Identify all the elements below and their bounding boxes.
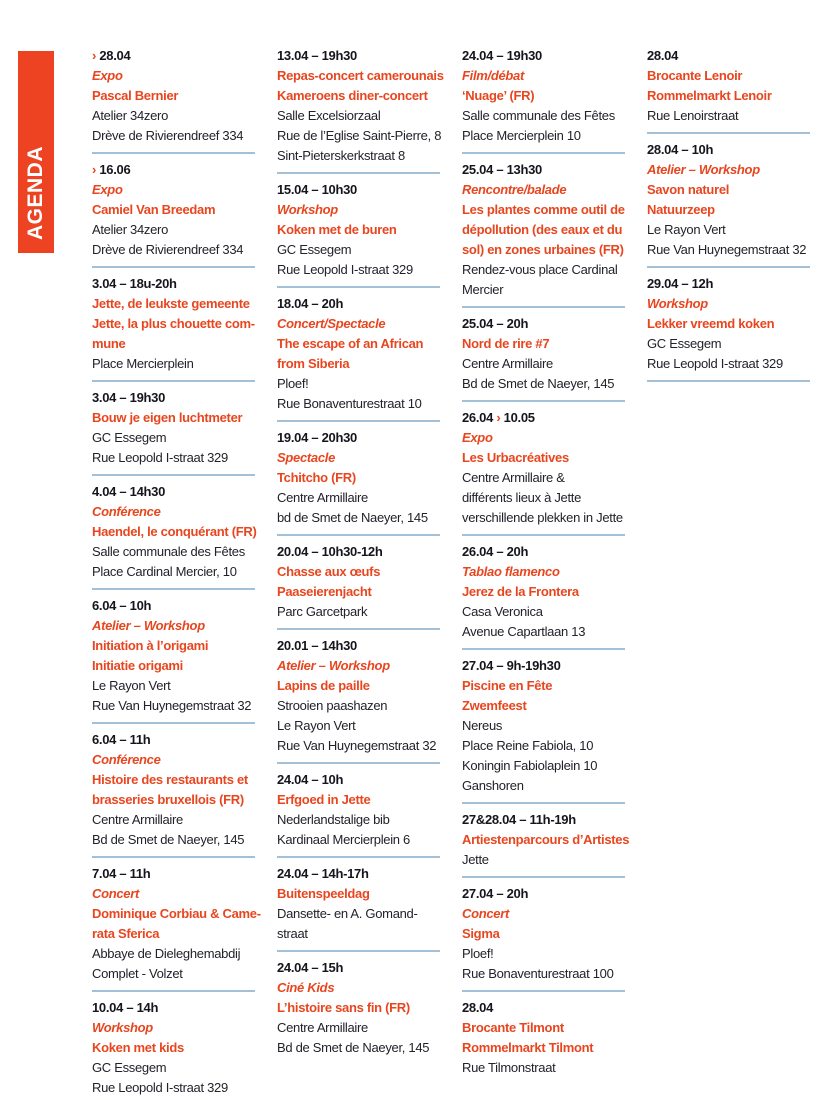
event-title-line: Nord de rire #7 — [462, 336, 550, 351]
event-title-line: Jette, la plus chouette com- — [92, 316, 255, 331]
event-date: 18.04 – 20h — [277, 296, 344, 311]
event-date: 4.04 – 14h30 — [92, 484, 166, 499]
event-title-line: Buitenspeeldag — [277, 886, 370, 901]
arrow-icon: › — [92, 162, 97, 177]
event-date: 15.04 – 10h30 — [277, 182, 357, 197]
entry-divider — [462, 648, 625, 650]
event-category: Film/débat — [462, 68, 525, 83]
entry-divider — [92, 266, 255, 268]
event-detail-line: GC Essegem — [92, 1060, 167, 1075]
event-detail-line: Kardinaal Mercierplein 6 — [277, 832, 410, 847]
agenda-section-tab — [18, 51, 54, 253]
event-detail-line: Jette — [462, 852, 489, 867]
event-category: Concert — [92, 886, 140, 901]
event-detail-line: Rue Van Huynegemstraat 32 — [92, 698, 252, 713]
event-entry — [277, 864, 440, 944]
event-title-line: Sigma — [462, 926, 500, 941]
entry-divider — [277, 420, 440, 422]
entry-divider — [277, 628, 440, 630]
event-title-line: sol) en zones urbaines (FR) — [462, 242, 624, 257]
event-detail-line: Rue Van Huynegemstraat 32 — [647, 242, 807, 257]
entry-divider — [92, 474, 255, 476]
event-date: 6.04 – 10h — [92, 598, 152, 613]
entry-divider — [92, 152, 255, 154]
event-title-line: Artiestenparcours d’Artistes — [462, 832, 630, 847]
event-date: › 28.04 — [92, 48, 131, 63]
event-detail-line: Centre Armillaire & — [462, 470, 565, 485]
event-entry — [277, 770, 440, 850]
event-date: 26.04 › 10.05 — [462, 410, 535, 425]
event-date: 27.04 – 20h — [462, 886, 529, 901]
event-detail-line: Rue Leopold I-straat 329 — [647, 356, 783, 371]
event-entry — [92, 998, 255, 1098]
event-detail-line: Bd de Smet de Naeyer, 145 — [277, 1040, 430, 1055]
event-date: 3.04 – 19h30 — [92, 390, 166, 405]
event-detail-line: Rue Van Huynegemstraat 32 — [277, 738, 437, 753]
event-entry — [92, 274, 255, 374]
event-date: 25.04 – 13h30 — [462, 162, 542, 177]
event-title-line: Natuurzeep — [647, 202, 715, 217]
event-category: Concert/Spectacle — [277, 316, 386, 331]
event-title-line: Bouw je eigen luchtmeter — [92, 410, 243, 425]
event-detail-line: Complet - Volzet — [92, 966, 183, 981]
event-detail-line: Bd de Smet de Naeyer, 145 — [92, 832, 245, 847]
event-entry — [92, 482, 255, 582]
event-detail-line: Mercier — [462, 282, 504, 297]
event-category: Expo — [92, 68, 123, 83]
event-detail-line: différents lieux à Jette — [462, 490, 582, 505]
event-detail-line: Le Rayon Vert — [92, 678, 171, 693]
event-entry — [92, 388, 255, 468]
event-title-line: Zwemfeest — [462, 698, 527, 713]
event-title-line: Rommelmarkt Lenoir — [647, 88, 772, 103]
entry-divider — [462, 990, 625, 992]
entry-divider — [462, 152, 625, 154]
event-entry — [277, 46, 444, 166]
event-detail-line: Ganshoren — [462, 778, 524, 793]
event-date: 28.04 – 10h — [647, 142, 714, 157]
event-title-line: Jerez de la Frontera — [462, 584, 579, 599]
event-title-line: Haendel, le conquérant (FR) — [92, 524, 257, 539]
event-title-line: Savon naturel — [647, 182, 730, 197]
event-detail-line: GC Essegem — [277, 242, 352, 257]
event-entry — [462, 542, 625, 642]
event-title-line: Histoire des restaurants et — [92, 772, 248, 787]
event-entry — [462, 998, 625, 1078]
event-title-line: mune — [92, 336, 126, 351]
event-date: 28.04 — [647, 48, 679, 63]
event-entry — [92, 160, 255, 260]
event-date: 19.04 – 20h30 — [277, 430, 357, 445]
event-date: 24.04 – 14h-17h — [277, 866, 369, 881]
event-date: 27&28.04 – 11h-19h — [462, 812, 576, 827]
agenda-column-3 — [462, 46, 630, 1078]
entry-divider — [647, 380, 810, 382]
arrow-icon: › — [496, 410, 501, 425]
event-title-line: ‘Nuage’ (FR) — [462, 88, 535, 103]
event-date: 6.04 – 11h — [92, 732, 151, 747]
event-detail-line: Rue Leopold I-straat 329 — [277, 262, 413, 277]
entry-divider — [462, 400, 625, 402]
event-detail-line: Koningin Fabiolaplein 10 — [462, 758, 598, 773]
event-entry — [462, 314, 625, 394]
event-title-line: The escape of an African — [277, 336, 424, 351]
event-title-line: from Siberia — [277, 356, 350, 371]
event-date: 7.04 – 11h — [92, 866, 151, 881]
entry-divider — [277, 534, 440, 536]
event-title-line: Les plantes comme outil de — [462, 202, 625, 217]
event-detail-line: Place Reine Fabiola, 10 — [462, 738, 594, 753]
event-date: 24.04 – 15h — [277, 960, 344, 975]
event-title-line: Erfgoed in Jette — [277, 792, 371, 807]
event-date: › 16.06 — [92, 162, 131, 177]
event-detail-line: Place Mercierplein — [92, 356, 194, 371]
event-category: Ciné Kids — [277, 980, 335, 995]
agenda-column-1 — [92, 46, 261, 1098]
event-entry — [647, 274, 810, 374]
event-date: 3.04 – 18u-20h — [92, 276, 177, 291]
event-title-line: Koken met kids — [92, 1040, 184, 1055]
event-detail-line: Sint-Pieterskerkstraat 8 — [277, 148, 405, 163]
event-detail-line: Rue Bonaventurestraat 100 — [462, 966, 614, 981]
entry-divider — [647, 132, 810, 134]
event-entry — [92, 596, 255, 716]
event-entry — [277, 428, 440, 528]
entry-divider — [647, 266, 810, 268]
event-title-line: Camiel Van Breedam — [92, 202, 216, 217]
event-title-line: Koken met de buren — [277, 222, 397, 237]
event-category: Atelier – Workshop — [92, 618, 205, 633]
event-category: Rencontre/balade — [462, 182, 567, 197]
event-title-line: Initiation à l’origami — [92, 638, 209, 653]
event-detail-line: Salle communale des Fêtes — [462, 108, 615, 123]
event-title-line: Pascal Bernier — [92, 88, 179, 103]
event-category: Concert — [462, 906, 510, 921]
event-title-line: brasseries bruxellois (FR) — [92, 792, 244, 807]
event-title-line: Rommelmarkt Tilmont — [462, 1040, 594, 1055]
event-detail-line: Rue Bonaventurestraat 10 — [277, 396, 422, 411]
event-title-line: Paaseierenjacht — [277, 584, 372, 599]
event-entry — [277, 636, 440, 756]
entry-divider — [277, 762, 440, 764]
event-detail-line: Rendez-vous place Cardinal — [462, 262, 618, 277]
entry-divider — [277, 856, 440, 858]
event-category: Expo — [92, 182, 123, 197]
agenda-columns — [92, 46, 810, 1098]
event-title-line: Kameroens diner-concert — [277, 88, 428, 103]
event-detail-line: Centre Armillaire — [277, 490, 368, 505]
event-detail-line: Atelier 34zero — [92, 108, 169, 123]
event-title-line: Initiatie origami — [92, 658, 183, 673]
event-detail-line: Strooien paashazen — [277, 698, 388, 713]
event-detail-line: Bd de Smet de Naeyer, 145 — [462, 376, 615, 391]
event-detail-line: Abbaye de Dieleghemabdij — [92, 946, 241, 961]
entry-divider — [277, 172, 440, 174]
event-title-line: Tchitcho (FR) — [277, 470, 356, 485]
event-category: Expo — [462, 430, 493, 445]
event-entry — [277, 958, 440, 1058]
event-title-line: L’histoire sans fin (FR) — [277, 1000, 410, 1015]
event-date: 26.04 – 20h — [462, 544, 529, 559]
event-entry — [647, 140, 810, 260]
event-title-line: Repas-concert camerounais — [277, 68, 444, 83]
event-entry — [92, 46, 255, 146]
event-detail-line: straat — [277, 926, 308, 941]
event-category: Conférence — [92, 504, 161, 519]
event-detail-line: Salle Excelsiorzaal — [277, 108, 381, 123]
event-date: 20.04 – 10h30-12h — [277, 544, 383, 559]
event-entry — [92, 730, 255, 850]
event-title-line: Brocante Lenoir — [647, 68, 743, 83]
entry-divider — [277, 950, 440, 952]
event-detail-line: Nederlandstalige bib — [277, 812, 390, 827]
event-date: 28.04 — [462, 1000, 494, 1015]
event-detail-line: Centre Armillaire — [92, 812, 183, 827]
entry-divider — [462, 876, 625, 878]
event-detail-line: Rue de l’Eglise Saint-Pierre, 8 — [277, 128, 442, 143]
event-detail-line: Centre Armillaire — [277, 1020, 368, 1035]
event-date: 10.04 – 14h — [92, 1000, 159, 1015]
event-detail-line: Centre Armillaire — [462, 356, 553, 371]
event-entry — [462, 160, 625, 300]
event-detail-line: Rue Leopold I-straat 329 — [92, 1080, 228, 1095]
event-entry — [647, 46, 810, 126]
event-title-line: Piscine en Fête — [462, 678, 553, 693]
event-entry — [277, 180, 440, 280]
event-category: Atelier – Workshop — [277, 658, 390, 673]
event-date: 25.04 – 20h — [462, 316, 529, 331]
event-category: Workshop — [92, 1020, 153, 1035]
event-detail-line: Nereus — [462, 718, 503, 733]
event-detail-line: Rue Tilmonstraat — [462, 1060, 556, 1075]
event-detail-line: Ploef! — [277, 376, 309, 391]
event-entry — [462, 884, 625, 984]
event-date: 29.04 – 12h — [647, 276, 714, 291]
event-title-line: rata Sferica — [92, 926, 160, 941]
entry-divider — [277, 286, 440, 288]
event-category: Spectacle — [277, 450, 336, 465]
arrow-icon: › — [92, 48, 97, 63]
event-title-line: Chasse aux œufs — [277, 564, 381, 579]
event-title-line: Lapins de paille — [277, 678, 370, 693]
event-entry — [462, 810, 630, 870]
event-category: Workshop — [647, 296, 708, 311]
event-detail-line: Place Mercierplein 10 — [462, 128, 581, 143]
event-detail-line: Ploef! — [462, 946, 494, 961]
event-detail-line: Avenue Capartlaan 13 — [462, 624, 586, 639]
event-detail-line: Casa Veronica — [462, 604, 543, 619]
event-category: Conférence — [92, 752, 161, 767]
event-detail-line: verschillende plekken in Jette — [462, 510, 623, 525]
entry-divider — [462, 802, 625, 804]
entry-divider — [92, 380, 255, 382]
event-detail-line: Parc Garcetpark — [277, 604, 368, 619]
event-detail-line: Rue Lenoirstraat — [647, 108, 739, 123]
event-detail-line: GC Essegem — [647, 336, 722, 351]
event-detail-line: Place Cardinal Mercier, 10 — [92, 564, 237, 579]
event-title-line: Lekker vreemd koken — [647, 316, 775, 331]
event-detail-line: GC Essegem — [92, 430, 167, 445]
event-detail-line: Atelier 34zero — [92, 222, 169, 237]
event-detail-line: Le Rayon Vert — [647, 222, 726, 237]
entry-divider — [92, 722, 255, 724]
event-date: 27.04 – 9h-19h30 — [462, 658, 561, 673]
entry-divider — [462, 306, 625, 308]
event-title-line: Dominique Corbiau & Came- — [92, 906, 261, 921]
event-detail-line: Dansette- en A. Gomand- — [277, 906, 418, 921]
event-detail-line: Salle communale des Fêtes — [92, 544, 245, 559]
entry-divider — [92, 588, 255, 590]
agenda-column-2 — [277, 46, 444, 1058]
entry-divider — [462, 534, 625, 536]
section-title: AGENDA — [24, 145, 47, 240]
event-date: 13.04 – 19h30 — [277, 48, 357, 63]
event-detail-line: Drève de Rivierendreef 334 — [92, 128, 244, 143]
event-date: 24.04 – 10h — [277, 772, 344, 787]
event-detail-line: bd de Smet de Naeyer, 145 — [277, 510, 428, 525]
event-title-line: Jette, de leukste gemeente — [92, 296, 250, 311]
event-date: 20.01 – 14h30 — [277, 638, 357, 653]
event-category: Atelier – Workshop — [647, 162, 760, 177]
event-entry — [462, 408, 625, 528]
event-entry — [92, 864, 261, 984]
entry-divider — [92, 990, 255, 992]
event-category: Workshop — [277, 202, 338, 217]
event-entry — [277, 542, 440, 622]
event-date: 24.04 – 19h30 — [462, 48, 542, 63]
event-detail-line: Rue Leopold I-straat 329 — [92, 450, 228, 465]
event-category: Tablao flamenco — [462, 564, 560, 579]
event-detail-line: Le Rayon Vert — [277, 718, 356, 733]
entry-divider — [92, 856, 255, 858]
event-title-line: Les Urbacréatives — [462, 450, 569, 465]
event-title-line: dépollution (des eaux et du — [462, 222, 623, 237]
event-title-line: Brocante Tilmont — [462, 1020, 564, 1035]
agenda-column-4 — [647, 46, 810, 388]
event-entry — [462, 46, 625, 146]
event-detail-line: Drève de Rivierendreef 334 — [92, 242, 244, 257]
event-entry — [277, 294, 440, 414]
event-entry — [462, 656, 625, 796]
